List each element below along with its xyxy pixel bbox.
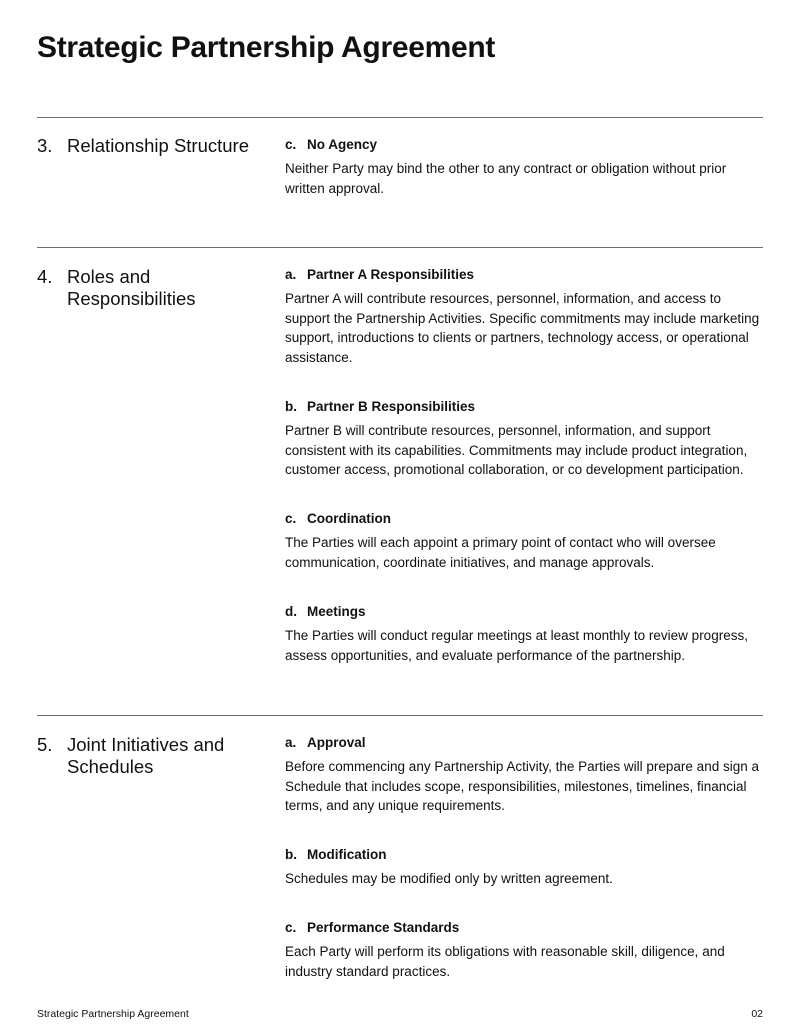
section-number: 4.: [37, 266, 53, 287]
section-joint-initiatives-and-schedules: [37, 715, 763, 979]
clause-heading: [285, 846, 763, 864]
clause-modification: [285, 846, 763, 889]
clause-body: Before commencing any Partnership Activity, the Parties will prepare and sign a Schedule that includes scope, responsibilities, milestones, timelines, financial terms, and any unique requirements.: [285, 759, 759, 813]
section-title: Relationship Structure: [67, 135, 250, 156]
clause-heading: [285, 734, 763, 752]
clause-body: Each Party will perform its obligations with reasonable skill, diligence, and industry standard practices.: [285, 944, 725, 979]
page-title: Strategic Partnership Agreement: [37, 31, 496, 64]
section-heading: [37, 266, 267, 310]
section-number: 5.: [37, 734, 53, 755]
section-heading: [37, 135, 267, 157]
clause-body: Partner A will contribute resources, personnel, information, and access to support the Partnership Activities. Specific commitments may include marketing support, introductions to clients or partners, technology access, or operational assistance.: [285, 291, 760, 365]
clause-title: Performance Standards: [307, 920, 460, 935]
clause-body: Partner B will contribute resources, personnel, information, and support consistent with its capabilities. Commitments may include product integration, customer access, promotional collaboration, or co development participation.: [285, 423, 748, 477]
clause-heading: [285, 919, 763, 937]
section-roles-and-responsibilities: [37, 247, 763, 663]
clause-title: Meetings: [307, 604, 366, 619]
clause-title: No Agency: [307, 137, 378, 152]
clause-no-agency: [285, 136, 763, 198]
clause-body: The Parties will conduct regular meetings at least monthly to review progress, assess opportunities, and evaluate performance of the partnership.: [285, 628, 748, 663]
clause-letter: c.: [285, 920, 297, 935]
clause-letter: b.: [285, 399, 297, 414]
clause-heading: [285, 266, 763, 284]
clause-title: Modification: [307, 847, 387, 862]
clause-meetings: [285, 603, 763, 665]
clause-heading: [285, 510, 763, 528]
section-title: Roles and Responsibilities: [67, 266, 196, 309]
section-title: Joint Initiatives and Schedules: [67, 734, 225, 777]
footer-page-number: 02: [751, 1008, 763, 1020]
clause-partner-a-responsibilities: [285, 266, 763, 367]
section-relationship-structure: [37, 117, 763, 196]
clause-coordination: [285, 510, 763, 572]
clause-title: Partner A Responsibilities: [307, 267, 475, 282]
clause-letter: d.: [285, 604, 297, 619]
clause-body: Schedules may be modified only by written agreement.: [285, 871, 613, 886]
clause-title: Coordination: [307, 511, 391, 526]
clause-letter: a.: [285, 267, 297, 282]
clause-letter: a.: [285, 735, 297, 750]
clause-title: Partner B Responsibilities: [307, 399, 476, 414]
clause-heading: [285, 603, 763, 621]
footer-document-title: Strategic Partnership Agreement: [37, 1008, 189, 1020]
clause-letter: c.: [285, 511, 297, 526]
clause-performance-standards: [285, 919, 763, 981]
clause-body: The Parties will each appoint a primary point of contact who will oversee communication, coordinate initiatives, and manage approvals.: [285, 535, 716, 570]
section-number: 3.: [37, 135, 53, 156]
clause-title: Approval: [307, 735, 366, 750]
clause-letter: b.: [285, 847, 297, 862]
clause-letter: c.: [285, 137, 297, 152]
clause-heading: [285, 398, 763, 416]
clause-partner-b-responsibilities: [285, 398, 763, 480]
section-heading: [37, 734, 267, 778]
clause-body: Neither Party may bind the other to any contract or obligation without prior written approval.: [285, 161, 727, 196]
clause-heading: [285, 136, 763, 154]
clause-approval: [285, 734, 763, 816]
